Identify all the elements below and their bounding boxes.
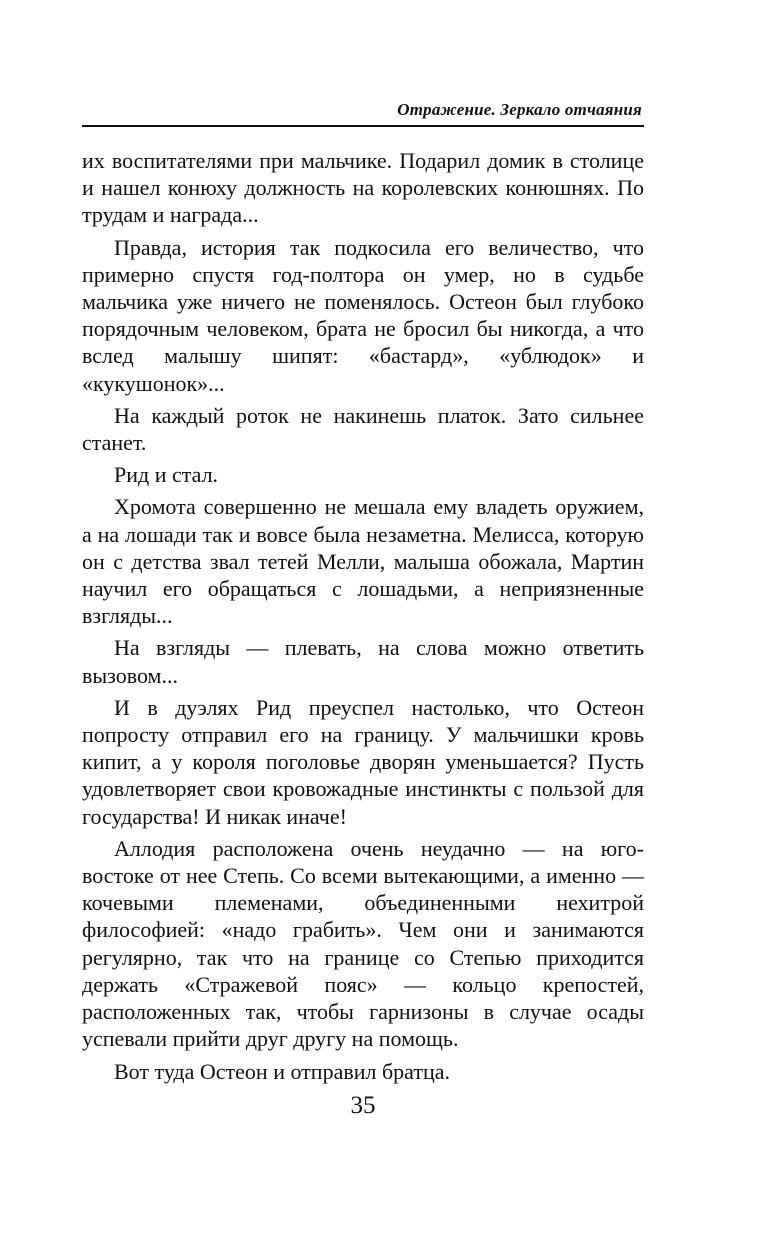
header-rule [82,125,644,127]
paragraph: Вот туда Остеон и отправил братца. [114,1058,451,1084]
paragraph: Хромота совершенно не мешала ему владеть оружием, а на лошади так и вовсе была незаметна. Мелисса, которую он с детства звал тетей Мелли, малыша обожала, Мартин научил его обращаться с лошадьми, а неприязненные взгляды... [82,494,644,629]
paragraph: Правда, история так подкосила его величество, что примерно спустя год-полтора он умер, но в судьбе мальчика уже ничего не поменялось. Остеон был глубоко порядочным человеком, брата не бросил бы никогда, а что вслед малышу шипят: «бастард», «ублюдок» и «кукушонок»... [82,234,644,396]
paragraph: На взгляды — плевать, на слова можно ответить вызовом... [82,635,644,688]
running-header: Отражение. Зеркало отчаяния [397,100,642,119]
paragraph: На каждый роток не накинешь платок. Зато сильнее станет. [82,402,644,456]
paragraph: Рид и стал. [114,462,219,488]
page-number: 35 [350,1092,376,1119]
body-text [82,147,644,1090]
paragraph: И в дуэлях Рид преуспел настолько, что Остеон попросту отправил его на границу. У мальчишки кровь кипит, а у короля поголовье дворян уменьшается? Пусть удовлетворяет свои кровожадные инстинкты с пользой для государства! И никак иначе! [82,694,644,829]
paragraph: Аллодия расположена очень неудачно — на юго-востоке от нее Степь. Со всеми вытекающими, а именно — кочевыми племенами, объединенными нехитрой философией: «надо грабить». Чем они и занимаются регулярно, так что на границе со Степью приходится держать «Стражевой пояс» — кольцо крепостей, расположенных так, чтобы гарнизоны в случае осады успевали прийти друг другу на помощь. [82,835,644,1052]
paragraph: их воспитателями при мальчике. Подарил домик в столице и нашел конюху должность на королевских конюшнях. По трудам и награда... [82,148,644,228]
